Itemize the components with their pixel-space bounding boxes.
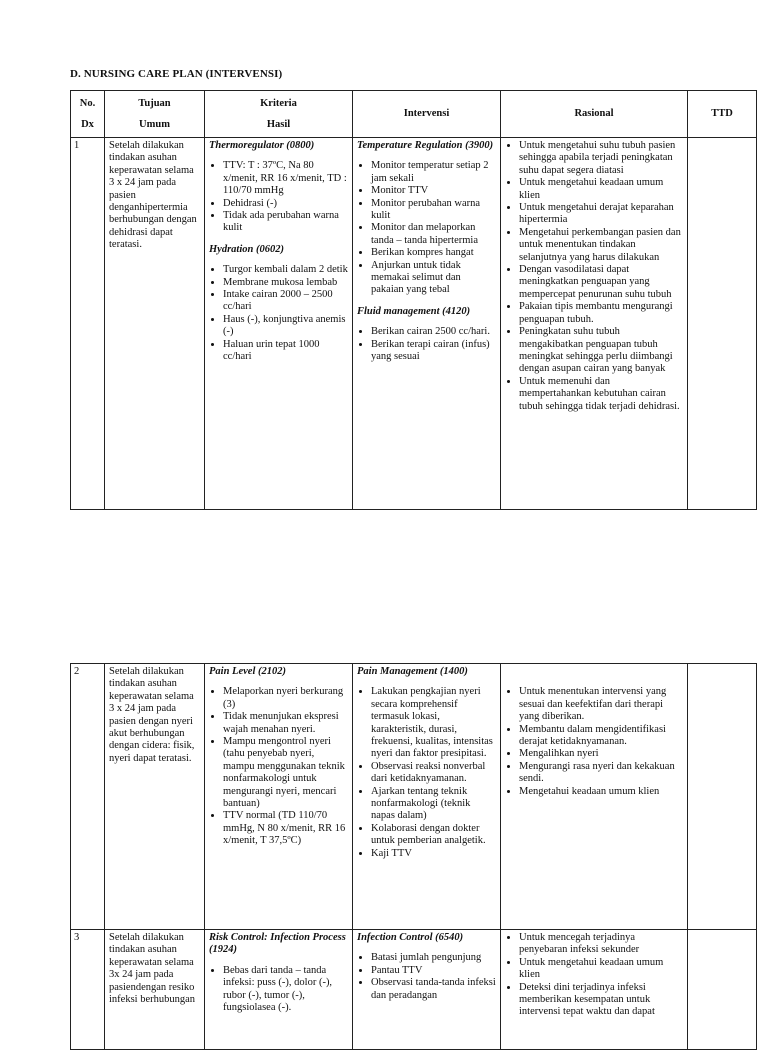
section-title: D. NURSING CARE PLAN (INTERVENSI) <box>70 68 283 80</box>
kriteria-list <box>209 686 348 847</box>
intervensi-title: Infection Control (6540) <box>357 932 464 943</box>
header-dx: Dx <box>81 119 94 130</box>
header-kriteria <box>205 91 353 138</box>
rasional-cell <box>501 138 688 510</box>
header-tujuan <box>105 91 205 138</box>
rasional-list <box>505 686 683 798</box>
list-item: • Mengetahui perkembangan pasien dan untuk menentukan tindakan selanjutnya yang harus dilakukan <box>519 227 683 264</box>
intervensi-title: Pain Management (1400) <box>357 666 468 677</box>
list-item: • TTV: T : 37ºC, Na 80 x/menit, RR 16 x/menit, TD : 110/70 mmHg <box>223 160 348 197</box>
row-number: 1 <box>71 138 105 510</box>
list-item: • Dehidrasi (-) <box>223 198 348 210</box>
list-item: • Untuk menentukan intervensi yang sesuai dan keefektifan dari therapi yang diberikan. <box>519 686 683 723</box>
ttd-cell <box>688 930 757 1050</box>
list-item: • Observasi reaksi nonverbal dari ketidaknyamanan. <box>371 761 496 786</box>
list-item: • Untuk mengetahui suhu tubuh pasien sehingga apabila terjadi peningkatan suhu dapat segera diatasi <box>519 140 683 177</box>
list-item: • Membantu dalam mengidentifikasi derajat ketidaknyamanan. <box>519 724 683 749</box>
kriteria-cell <box>205 138 353 510</box>
kriteria-title: Thermoregulator (0800) <box>209 140 315 151</box>
list-item: • Monitor perubahan warna kulit <box>371 198 496 223</box>
list-item: • Mampu mengontrol nyeri (tahu penyebab nyeri, mampu menggunakan teknik nonfarmakologi untuk mengurangi nyeri, mencari bantuan) <box>223 736 348 810</box>
list-item: • TTV normal (TD 110/70 mmHg, N 80 x/menit, RR 16 x/menit, T 37,5ºC) <box>223 810 348 847</box>
list-item: • Tidak menunjukan ekspresi wajah menahan nyeri. <box>223 711 348 736</box>
list-item: • Anjurkan untuk tidak memakai selimut dan pakaian yang tebal <box>371 260 496 297</box>
intervensi-list <box>357 952 496 1002</box>
list-item: • Untuk mengetahui keadaan umum klien <box>519 177 683 202</box>
list-item: • Pakaian tipis membantu mengurangi penguapan tubuh. <box>519 301 683 326</box>
intervensi-list <box>357 326 496 363</box>
list-item: • Lakukan pengkajian nyeri secara komprehensif termasuk lokasi, karakteristik, durasi, frekuensi, kualitas, intensitas nyeri dan faktor presipitasi. <box>371 686 496 760</box>
list-item: • Ajarkan tentang teknik nonfarmakologi (teknik napas dalam) <box>371 786 496 823</box>
table-row <box>71 930 757 1050</box>
kriteria-title: Pain Level (2102) <box>209 666 286 677</box>
kriteria-cell <box>205 664 353 930</box>
list-item: • Melaporkan nyeri berkurang (3) <box>223 686 348 711</box>
kriteria-title: Risk Control: Infection Process (1924) <box>209 932 346 956</box>
list-item: • Kaji TTV <box>371 848 496 860</box>
intervensi-title: Temperature Regulation (3900) <box>357 140 494 151</box>
kriteria-cell <box>205 930 353 1050</box>
rasional-cell <box>501 930 688 1050</box>
list-item: • Intake cairan 2000 – 2500 cc/hari <box>223 289 348 314</box>
header-kriteria-line1: Kriteria <box>260 98 297 109</box>
tujuan-cell: Setelah dilakukan tindakan asuhan keperawatan selama 3 x 24 jam pada pasien dengan nyeri akut berhubungan dengan cidera: fisik, nyeri dapat teratasi. <box>105 664 205 930</box>
list-item: • Dengan vasodilatasi dapat meningkatkan penguapan yang mempercepat penurunan suhu tubuh <box>519 264 683 301</box>
care-plan-table-page2 <box>70 663 757 1050</box>
care-plan-table-page1 <box>70 90 757 510</box>
header-intervensi: Intervensi <box>353 91 501 138</box>
list-item: • Untuk mencegah terjadinya penyebaran infeksi sekunder <box>519 932 683 957</box>
tujuan-cell: Setelah dilakukan tindakan asuhan keperawatan selama 3 x 24 jam pada pasien denganhipertermia berhubungan dengan dehidrasi dapat teratasi. <box>105 138 205 510</box>
tujuan-cell: Setelah dilakukan tindakan asuhan keperawatan selama 3x 24 jam pada pasiendengan resiko infeksi berhubungan <box>105 930 205 1050</box>
ttd-cell <box>688 138 757 510</box>
list-item: • Haus (-), konjungtiva anemis (-) <box>223 314 348 339</box>
row-number: 3 <box>71 930 105 1050</box>
list-item: • Monitor dan melaporkan tanda – tanda hipertermia <box>371 222 496 247</box>
table-row <box>71 138 757 510</box>
header-ttd: TTD <box>688 91 757 138</box>
kriteria-list <box>209 965 348 1015</box>
header-kriteria-line2: Hasil <box>266 119 291 130</box>
intervensi-cell <box>353 664 501 930</box>
list-item: • Haluan urin tepat 1000 cc/hari <box>223 339 348 364</box>
kriteria-list <box>209 160 348 234</box>
rasional-list <box>505 140 683 413</box>
intervensi-cell <box>353 138 501 510</box>
header-no-dx <box>71 91 105 138</box>
header-no: No. <box>79 98 96 109</box>
intervensi-cell <box>353 930 501 1050</box>
header-tujuan-line1: Tujuan <box>138 98 171 109</box>
intervensi-list <box>357 160 496 296</box>
intervensi-title: Fluid management (4120) <box>357 305 471 317</box>
rasional-cell <box>501 664 688 930</box>
list-item: • Observasi tanda-tanda infeksi dan peradangan <box>371 977 496 1002</box>
list-item: • Bebas dari tanda – tanda infeksi: puss (-), dolor (-), rubor (-), tumor (-), fungsiolasea (-). <box>223 965 348 1015</box>
kriteria-list <box>209 264 348 363</box>
list-item: • Turgor kembali dalam 2 detik <box>223 264 348 276</box>
list-item: • Monitor temperatur setiap 2 jam sekali <box>371 160 496 185</box>
header-row <box>71 91 757 138</box>
list-item: • Membrane mukosa lembab <box>223 277 348 289</box>
list-item: • Pantau TTV <box>371 965 496 977</box>
row-number: 2 <box>71 664 105 930</box>
ttd-cell <box>688 664 757 930</box>
list-item: • Mengalihkan nyeri <box>519 748 683 760</box>
list-item: • Peningkatan suhu tubuh mengakibatkan penguapan tubuh meningkat sehingga perlu diimbangi dengan asupan cairan yang banyak <box>519 326 683 376</box>
list-item: • Deteksi dini terjadinya infeksi memberikan kesempatan untuk intervensi tepat waktu dan dapat <box>519 982 683 1019</box>
kriteria-title: Hydration (0602) <box>209 243 284 255</box>
list-item: • Untuk mengetahui derajat keparahan hipertermia <box>519 202 683 227</box>
table-row <box>71 664 757 930</box>
header-rasional: Rasional <box>501 91 688 138</box>
list-item: • Berikan cairan 2500 cc/hari. <box>371 326 496 338</box>
intervensi-list <box>357 686 496 860</box>
list-item: • Monitor TTV <box>371 185 496 197</box>
list-item: • Batasi jumlah pengunjung <box>371 952 496 964</box>
list-item: • Untuk mengetahui keadaan umum klien <box>519 957 683 982</box>
list-item: • Berikan terapi cairan (infus) yang sesuai <box>371 339 496 364</box>
list-item: • Kolaborasi dengan dokter untuk pemberian analgetik. <box>371 823 496 848</box>
header-tujuan-line2: Umum <box>139 119 170 130</box>
list-item: • Tidak ada perubahan warna kulit <box>223 210 348 235</box>
list-item: • Untuk memenuhi dan mempertahankan kebutuhan cairan tubuh sehingga tidak terjadi dehidrasi. <box>519 376 683 413</box>
list-item: • Berikan kompres hangat <box>371 247 496 259</box>
rasional-list <box>505 932 683 1019</box>
list-item: • Mengetahui keadaan umum klien <box>519 786 683 798</box>
list-item: • Mengurangi rasa nyeri dan kekakuan sendi. <box>519 761 683 786</box>
